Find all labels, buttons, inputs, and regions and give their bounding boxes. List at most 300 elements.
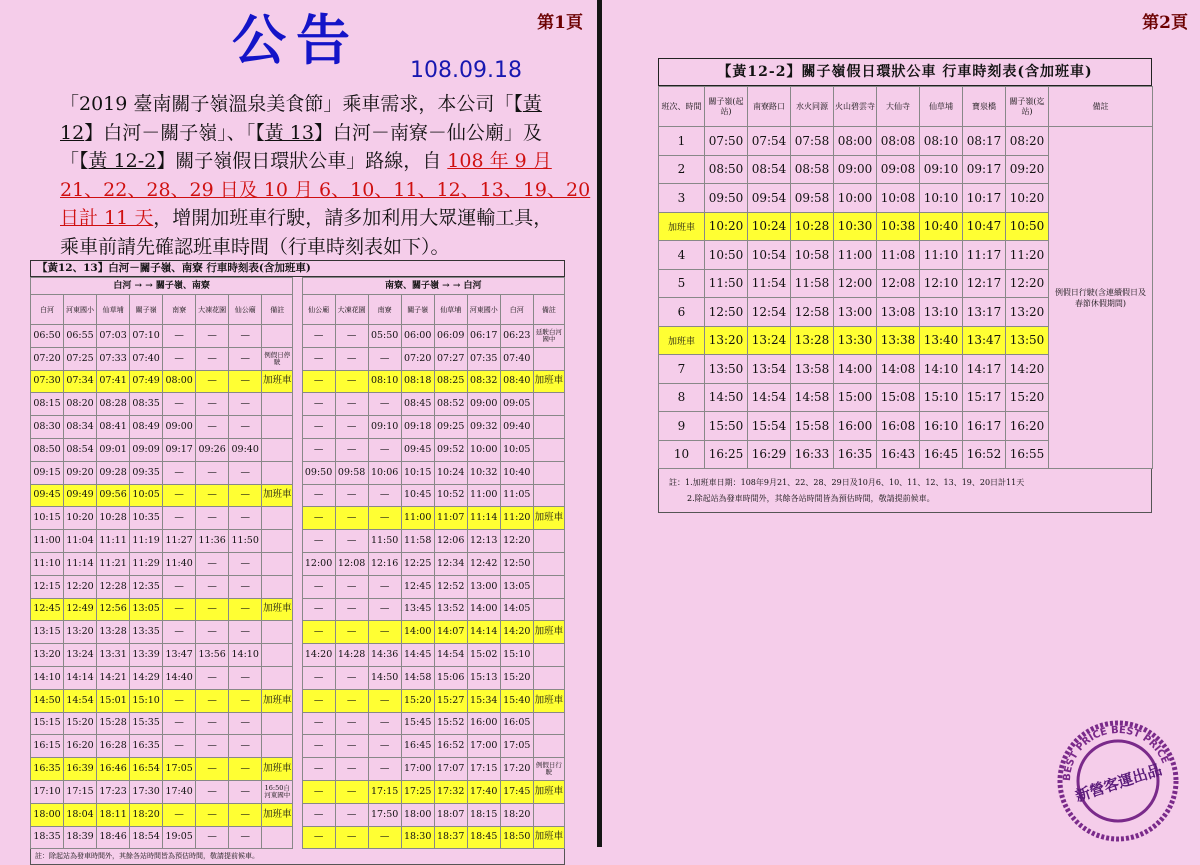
time-cell: 18:04 bbox=[64, 803, 97, 826]
column-header: 大凍花園 bbox=[196, 295, 229, 325]
table-gap bbox=[293, 598, 302, 621]
time-cell: — bbox=[302, 758, 335, 781]
time-cell: 07:54 bbox=[748, 127, 791, 156]
note-line: 註：1.加班車日期：108年9月21、22、28、29日及10月6、10、11、12、13、19、20日計11天 bbox=[669, 478, 1025, 487]
time-cell: 13:05 bbox=[130, 598, 163, 621]
time-cell: — bbox=[196, 325, 229, 348]
time-cell: 08:40 bbox=[500, 370, 533, 393]
time-cell: 08:10 bbox=[368, 370, 401, 393]
time-cell: 10:52 bbox=[434, 484, 467, 507]
time-cell: 12:08 bbox=[335, 552, 368, 575]
timetable-huang12-13 bbox=[30, 260, 565, 865]
time-cell: 10:10 bbox=[920, 184, 963, 213]
time-cell: 16:45 bbox=[401, 735, 434, 758]
time-cell: 11:54 bbox=[748, 269, 791, 298]
time-cell: — bbox=[229, 575, 262, 598]
time-cell: 12:49 bbox=[64, 598, 97, 621]
time-cell: 09:32 bbox=[467, 416, 500, 439]
time-cell: 18:54 bbox=[130, 826, 163, 849]
time-cell: 17:07 bbox=[434, 758, 467, 781]
time-cell: — bbox=[196, 803, 229, 826]
time-cell: 16:33 bbox=[791, 440, 834, 469]
direction-right: 南寮、關子嶺 → → 白河 bbox=[302, 278, 564, 295]
time-cell: 14:00 bbox=[834, 355, 877, 384]
time-cell: 14:17 bbox=[963, 355, 1006, 384]
time-cell: 18:46 bbox=[97, 826, 130, 849]
time-cell: 17:15 bbox=[64, 780, 97, 803]
route-name: 黃 12-2 bbox=[88, 150, 157, 172]
timetable-caption: 【黃12-2】關子嶺假日環狀公車 行車時刻表(含加班車) bbox=[658, 58, 1152, 86]
time-cell: 10:06 bbox=[368, 461, 401, 484]
route-name: 12 bbox=[60, 121, 85, 144]
time-cell: 08:15 bbox=[31, 393, 64, 416]
table-row bbox=[31, 621, 565, 644]
time-cell: 08:17 bbox=[963, 127, 1006, 156]
time-cell: 13:50 bbox=[705, 355, 748, 384]
time-cell: 15:45 bbox=[401, 712, 434, 735]
time-cell: 09:35 bbox=[130, 461, 163, 484]
time-cell: — bbox=[335, 598, 368, 621]
time-cell: 09:40 bbox=[500, 416, 533, 439]
time-cell: — bbox=[196, 370, 229, 393]
time-cell: 16:35 bbox=[130, 735, 163, 758]
remark-cell: 16:50自河東國中 bbox=[262, 780, 293, 803]
time-cell: 13:40 bbox=[920, 326, 963, 355]
time-cell: — bbox=[368, 689, 401, 712]
time-cell: 08:25 bbox=[434, 370, 467, 393]
time-cell: 06:23 bbox=[500, 325, 533, 348]
time-cell: 15:28 bbox=[97, 712, 130, 735]
time-cell: — bbox=[302, 712, 335, 735]
time-cell: — bbox=[229, 347, 262, 370]
time-cell: 08:08 bbox=[877, 127, 920, 156]
time-cell: 18:30 bbox=[401, 826, 434, 849]
time-cell: 09:52 bbox=[434, 438, 467, 461]
time-cell: 17:23 bbox=[97, 780, 130, 803]
time-cell: 14:14 bbox=[467, 621, 500, 644]
time-cell: 17:05 bbox=[500, 735, 533, 758]
time-cell: 08:50 bbox=[31, 438, 64, 461]
remark-cell: 加班車 bbox=[262, 484, 293, 507]
time-cell: 09:49 bbox=[64, 484, 97, 507]
column-header: 河東國小 bbox=[64, 295, 97, 325]
time-cell: 13:24 bbox=[64, 644, 97, 667]
time-cell: 10:24 bbox=[434, 461, 467, 484]
time-cell: 11:07 bbox=[434, 507, 467, 530]
time-cell: — bbox=[196, 735, 229, 758]
column-header: 火山碧雲寺 bbox=[834, 87, 877, 127]
trip-cell: 6 bbox=[659, 298, 705, 327]
time-cell: 10:40 bbox=[920, 212, 963, 241]
time-cell: — bbox=[302, 347, 335, 370]
time-cell: 07:41 bbox=[97, 370, 130, 393]
time-cell: — bbox=[302, 507, 335, 530]
time-cell: 17:10 bbox=[31, 780, 64, 803]
notice-text: 】白河－南寮－仙公廟」及 bbox=[313, 121, 542, 144]
remark-cell: 加班車 bbox=[533, 780, 564, 803]
time-cell: 17:40 bbox=[467, 780, 500, 803]
time-cell: 13:54 bbox=[748, 355, 791, 384]
time-cell: — bbox=[302, 393, 335, 416]
time-cell: — bbox=[368, 621, 401, 644]
time-cell: 14:05 bbox=[500, 598, 533, 621]
remark-cell bbox=[262, 735, 293, 758]
time-cell: — bbox=[335, 575, 368, 598]
time-cell: — bbox=[229, 735, 262, 758]
remark-cell bbox=[533, 644, 564, 667]
time-cell: 10:15 bbox=[31, 507, 64, 530]
time-cell: 18:35 bbox=[31, 826, 64, 849]
time-cell: — bbox=[196, 666, 229, 689]
time-cell: 18:20 bbox=[130, 803, 163, 826]
time-cell: — bbox=[302, 803, 335, 826]
time-cell: — bbox=[368, 758, 401, 781]
table-gap bbox=[293, 325, 302, 348]
remark-cell: 延駛白河國中 bbox=[533, 325, 564, 348]
remark-cell bbox=[262, 438, 293, 461]
stamp-ring-text: BEST PRICE BEST PRICE bbox=[1061, 724, 1171, 782]
time-cell: 13:05 bbox=[500, 575, 533, 598]
time-cell: 11:29 bbox=[130, 552, 163, 575]
time-cell: — bbox=[229, 370, 262, 393]
time-cell: 09:08 bbox=[877, 155, 920, 184]
time-cell: 07:20 bbox=[31, 347, 64, 370]
time-cell: 07:20 bbox=[401, 347, 434, 370]
time-cell: 10:20 bbox=[705, 212, 748, 241]
time-cell: 09:10 bbox=[920, 155, 963, 184]
time-cell: — bbox=[229, 621, 262, 644]
announcement-body bbox=[60, 90, 591, 261]
time-cell: 16:15 bbox=[31, 735, 64, 758]
time-cell: — bbox=[229, 325, 262, 348]
time-cell: 14:21 bbox=[97, 666, 130, 689]
time-cell: 15:54 bbox=[748, 412, 791, 441]
time-cell: — bbox=[335, 735, 368, 758]
time-cell: 18:20 bbox=[500, 803, 533, 826]
remark-cell bbox=[262, 461, 293, 484]
time-cell: 12:15 bbox=[31, 575, 64, 598]
remark-cell bbox=[262, 530, 293, 553]
table-gap bbox=[293, 484, 302, 507]
time-cell: 11:00 bbox=[31, 530, 64, 553]
time-cell: 13:31 bbox=[97, 644, 130, 667]
time-cell: 14:20 bbox=[500, 621, 533, 644]
time-cell: 10:17 bbox=[963, 184, 1006, 213]
time-cell: — bbox=[229, 689, 262, 712]
time-cell: 15:20 bbox=[500, 666, 533, 689]
time-cell: — bbox=[163, 393, 196, 416]
table-row bbox=[31, 575, 565, 598]
time-cell: — bbox=[335, 780, 368, 803]
time-cell: 09:58 bbox=[335, 461, 368, 484]
time-cell: 16:17 bbox=[963, 412, 1006, 441]
time-cell: 11:58 bbox=[401, 530, 434, 553]
time-cell: — bbox=[335, 370, 368, 393]
time-cell: — bbox=[196, 826, 229, 849]
time-cell: — bbox=[302, 598, 335, 621]
column-header: 班次、時間 bbox=[659, 87, 705, 127]
trip-cell: 1 bbox=[659, 127, 705, 156]
time-cell: — bbox=[196, 507, 229, 530]
time-cell: — bbox=[302, 484, 335, 507]
time-cell: 14:50 bbox=[368, 666, 401, 689]
time-cell: — bbox=[335, 621, 368, 644]
time-cell: 07:25 bbox=[64, 347, 97, 370]
time-cell: — bbox=[196, 712, 229, 735]
time-cell: 11:10 bbox=[920, 241, 963, 270]
time-cell: 14:10 bbox=[229, 644, 262, 667]
time-cell: 11:50 bbox=[229, 530, 262, 553]
time-cell: 07:40 bbox=[500, 347, 533, 370]
time-cell: — bbox=[335, 438, 368, 461]
column-header: 水火同源 bbox=[791, 87, 834, 127]
column-header: 寶泉橋 bbox=[963, 87, 1006, 127]
table-row bbox=[31, 393, 565, 416]
timetable-caption: 【黃12、13】白河－關子嶺、南寮 行車時刻表(含加班車) bbox=[30, 260, 565, 277]
time-cell: 10:58 bbox=[791, 241, 834, 270]
time-cell: 08:58 bbox=[791, 155, 834, 184]
time-cell: 17:30 bbox=[130, 780, 163, 803]
time-cell: 18:07 bbox=[434, 803, 467, 826]
time-cell: 10:20 bbox=[1006, 184, 1049, 213]
remark-cell bbox=[262, 826, 293, 849]
time-cell: 12:00 bbox=[302, 552, 335, 575]
time-cell: 12:34 bbox=[434, 552, 467, 575]
time-cell: 17:50 bbox=[368, 803, 401, 826]
time-cell: 12:42 bbox=[467, 552, 500, 575]
time-cell: 17:15 bbox=[467, 758, 500, 781]
time-cell: 08:20 bbox=[64, 393, 97, 416]
remark-cell bbox=[262, 393, 293, 416]
time-cell: 08:50 bbox=[705, 155, 748, 184]
table-row bbox=[31, 370, 565, 393]
time-cell: — bbox=[302, 370, 335, 393]
time-cell: 13:28 bbox=[791, 326, 834, 355]
time-cell: 18:50 bbox=[500, 826, 533, 849]
time-cell: 08:00 bbox=[163, 370, 196, 393]
time-cell: 15:00 bbox=[834, 383, 877, 412]
time-cell: 11:50 bbox=[705, 269, 748, 298]
time-cell: 17:45 bbox=[500, 780, 533, 803]
time-cell: — bbox=[196, 552, 229, 575]
time-cell: 11:36 bbox=[196, 530, 229, 553]
trip-cell: 10 bbox=[659, 440, 705, 469]
table-row bbox=[31, 552, 565, 575]
notice-text: 乘車前請先確認班車時間（行車時刻表如下）。 bbox=[60, 235, 450, 258]
time-cell: — bbox=[196, 598, 229, 621]
time-cell: — bbox=[335, 484, 368, 507]
column-header: 備註 bbox=[533, 295, 564, 325]
time-cell: 15:34 bbox=[467, 689, 500, 712]
time-cell: 13:10 bbox=[920, 298, 963, 327]
timetable-grid bbox=[30, 277, 565, 849]
table-gap bbox=[293, 689, 302, 712]
time-cell: 09:17 bbox=[163, 438, 196, 461]
time-cell: 19:05 bbox=[163, 826, 196, 849]
notice-line bbox=[60, 204, 560, 233]
time-cell: 13:52 bbox=[434, 598, 467, 621]
remark-cell bbox=[533, 598, 564, 621]
time-cell: 15:52 bbox=[434, 712, 467, 735]
time-cell: 09:00 bbox=[163, 416, 196, 439]
time-cell: 18:11 bbox=[97, 803, 130, 826]
time-cell: 09:20 bbox=[1006, 155, 1049, 184]
timetable-note: 註：除起站為發車時間外，其餘各站時間皆為預估時間，敬請提前候車。 bbox=[30, 849, 565, 865]
table-row bbox=[31, 826, 565, 849]
time-cell: 09:25 bbox=[434, 416, 467, 439]
time-cell: 16:29 bbox=[748, 440, 791, 469]
column-header: 白河 bbox=[31, 295, 64, 325]
time-cell: 13:20 bbox=[31, 644, 64, 667]
page-2 bbox=[602, 0, 1200, 847]
time-cell: 07:49 bbox=[130, 370, 163, 393]
time-cell: 14:54 bbox=[434, 644, 467, 667]
time-cell: 11:04 bbox=[64, 530, 97, 553]
table-row bbox=[31, 325, 565, 348]
time-cell: 12:52 bbox=[434, 575, 467, 598]
time-cell: 13:20 bbox=[705, 326, 748, 355]
time-cell: — bbox=[335, 758, 368, 781]
time-cell: 08:18 bbox=[401, 370, 434, 393]
table-gap bbox=[293, 370, 302, 393]
trip-cell: 加班車 bbox=[659, 212, 705, 241]
time-cell: 09:18 bbox=[401, 416, 434, 439]
notice-line bbox=[60, 147, 560, 176]
remark-cell bbox=[533, 552, 564, 575]
time-cell: — bbox=[163, 507, 196, 530]
time-cell: — bbox=[335, 666, 368, 689]
time-cell: 16:10 bbox=[920, 412, 963, 441]
remark-cell: 加班車 bbox=[262, 370, 293, 393]
time-cell: 15:17 bbox=[963, 383, 1006, 412]
table-row bbox=[31, 461, 565, 484]
column-header: 關子嶺 bbox=[130, 295, 163, 325]
time-cell: 07:10 bbox=[130, 325, 163, 348]
note-line: 2.除起站為發車時間外，其餘各站時間皆為預估時間，敬請提前候車。 bbox=[687, 494, 935, 503]
time-cell: — bbox=[302, 416, 335, 439]
time-cell: 08:54 bbox=[748, 155, 791, 184]
time-cell: 12:10 bbox=[920, 269, 963, 298]
time-cell: 11:50 bbox=[368, 530, 401, 553]
time-cell: — bbox=[229, 393, 262, 416]
time-cell: 15:10 bbox=[920, 383, 963, 412]
table-row bbox=[31, 803, 565, 826]
remark-cell: 例假日行駛 bbox=[533, 758, 564, 781]
time-cell: 07:40 bbox=[130, 347, 163, 370]
time-cell: 17:15 bbox=[368, 780, 401, 803]
time-cell: 08:34 bbox=[64, 416, 97, 439]
time-cell: — bbox=[368, 712, 401, 735]
time-cell: 10:15 bbox=[401, 461, 434, 484]
time-cell: 07:27 bbox=[434, 347, 467, 370]
column-header: 白河 bbox=[500, 295, 533, 325]
time-cell: 09:26 bbox=[196, 438, 229, 461]
time-cell: 14:58 bbox=[401, 666, 434, 689]
column-header: 大仙寺 bbox=[877, 87, 920, 127]
time-cell: — bbox=[163, 689, 196, 712]
time-cell: 10:24 bbox=[748, 212, 791, 241]
time-cell: 16:46 bbox=[97, 758, 130, 781]
time-cell: — bbox=[196, 780, 229, 803]
time-cell: — bbox=[368, 484, 401, 507]
remark-cell bbox=[533, 575, 564, 598]
time-cell: 09:58 bbox=[791, 184, 834, 213]
time-cell: 11:00 bbox=[467, 484, 500, 507]
direction-left: 白河 → → 關子嶺、南寮 bbox=[31, 278, 293, 295]
time-cell: 13:08 bbox=[877, 298, 920, 327]
time-cell: 14:58 bbox=[791, 383, 834, 412]
time-cell: 18:37 bbox=[434, 826, 467, 849]
time-cell: 12:35 bbox=[130, 575, 163, 598]
trip-cell: 加班車 bbox=[659, 326, 705, 355]
remark-cell bbox=[533, 461, 564, 484]
time-cell: 12:20 bbox=[500, 530, 533, 553]
time-cell: 13:24 bbox=[748, 326, 791, 355]
time-cell: — bbox=[368, 347, 401, 370]
time-cell: 11:17 bbox=[963, 241, 1006, 270]
time-cell: 13:35 bbox=[130, 621, 163, 644]
time-cell: — bbox=[335, 347, 368, 370]
time-cell: 13:15 bbox=[31, 621, 64, 644]
time-cell: 08:35 bbox=[130, 393, 163, 416]
time-cell: 09:01 bbox=[97, 438, 130, 461]
time-cell: 12:00 bbox=[834, 269, 877, 298]
remark-cell bbox=[262, 416, 293, 439]
table-row bbox=[31, 644, 565, 667]
table-gap bbox=[293, 735, 302, 758]
time-cell: 14:00 bbox=[467, 598, 500, 621]
time-cell: 10:45 bbox=[401, 484, 434, 507]
remark-cell bbox=[533, 438, 564, 461]
time-cell: — bbox=[335, 803, 368, 826]
time-cell: 14:14 bbox=[64, 666, 97, 689]
notice-line bbox=[60, 90, 560, 119]
time-cell: — bbox=[229, 598, 262, 621]
notice-text: 「【 bbox=[60, 150, 89, 172]
time-cell: — bbox=[229, 507, 262, 530]
time-cell: — bbox=[196, 347, 229, 370]
table-gap bbox=[293, 507, 302, 530]
time-cell: 15:02 bbox=[467, 644, 500, 667]
time-cell: 08:49 bbox=[130, 416, 163, 439]
time-cell: — bbox=[163, 325, 196, 348]
time-cell: 15:35 bbox=[130, 712, 163, 735]
time-cell: 17:25 bbox=[401, 780, 434, 803]
table-gap bbox=[293, 530, 302, 553]
time-cell: 12:45 bbox=[31, 598, 64, 621]
time-cell: 18:00 bbox=[401, 803, 434, 826]
notice-text: 「2019 臺南關子嶺溫泉美食節」乘車需求，本公司「【 bbox=[60, 93, 523, 115]
time-cell: 14:50 bbox=[705, 383, 748, 412]
route-name: 黃 13 bbox=[264, 121, 314, 144]
time-cell: — bbox=[196, 758, 229, 781]
time-cell: 11:10 bbox=[31, 552, 64, 575]
remark-cell bbox=[262, 712, 293, 735]
time-cell: — bbox=[229, 666, 262, 689]
remark-cell bbox=[533, 803, 564, 826]
time-cell: 16:05 bbox=[500, 712, 533, 735]
time-cell: 12:08 bbox=[877, 269, 920, 298]
time-cell: 14:36 bbox=[368, 644, 401, 667]
time-cell: 12:16 bbox=[368, 552, 401, 575]
route-name: 黃 bbox=[522, 93, 542, 115]
date-range: 日計 11 天 bbox=[60, 207, 154, 229]
time-cell: — bbox=[368, 507, 401, 530]
time-cell: 18:39 bbox=[64, 826, 97, 849]
time-cell: 10:00 bbox=[834, 184, 877, 213]
time-cell: 10:50 bbox=[1006, 212, 1049, 241]
table-gap bbox=[293, 416, 302, 439]
